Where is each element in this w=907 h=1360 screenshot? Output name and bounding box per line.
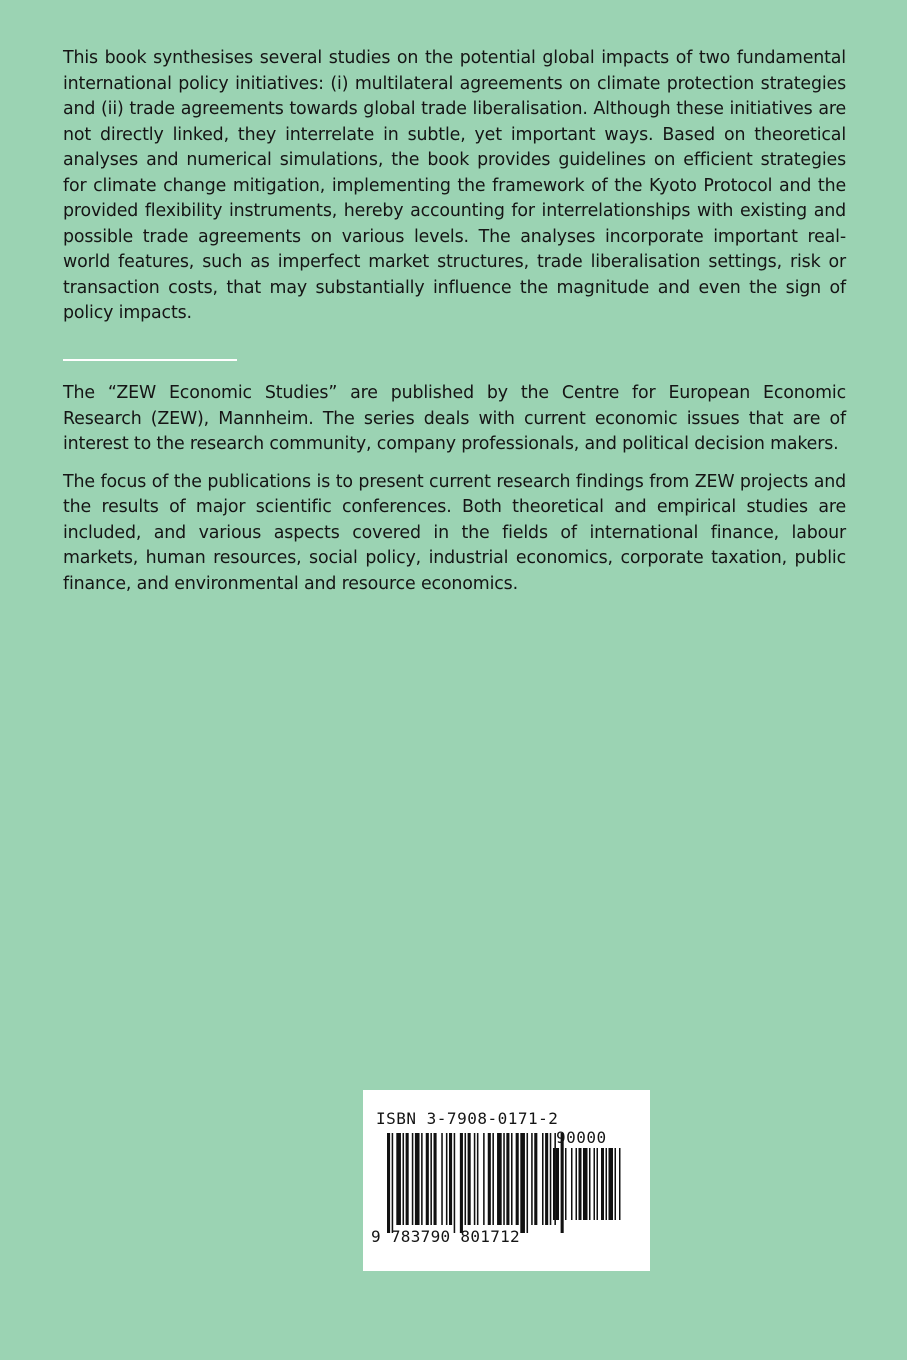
series-paragraph-2: The focus of the publications is to present current research findings from ZEW projects and the results of major scientific conferences. Both theoretical and empirical studies are included, and various aspects covered in the fields of international finance, labour markets, human resources, social policy, industrial economics, corporate taxation, public finance, and environmental and resource economics. [63,471,846,594]
barcode-bar [609,1148,614,1220]
barcode-bar [492,1133,494,1225]
back-cover-blurb: This book synthesises several studies on the potential global impacts of two fundamental international policy initiatives: (i) multilateral agreements on climate protection strategies and (ii) trade agreements towards global trade liberalisation. Although these initiatives are not directly linked, they interrelate in subtle, yet important ways. Based on theoretical analyses and numerical simulations, the book provides guidelines on efficient strategies for climate change mitigation, implementing the framework of the Kyoto Protocol and the provided flexibility instruments, hereby accounting for interrelationships with existing and possible trade agreements on various levels. The analyses incorporate important real-world features, such as imperfect market structures, trade liberalisation settings, risk or transaction costs, that may substantially influence the magnitude and even the sign of policy impacts. [63,48,846,323]
barcode-bar [503,1133,505,1225]
barcode-bar [579,1148,582,1220]
barcode-bar [556,1148,559,1220]
addon-digits: 90000 [556,1128,607,1147]
barcode-bar [562,1148,564,1220]
ean-digits: 9 783790 801712 [371,1227,520,1246]
barcode-bar [542,1133,544,1225]
barcode-bar [497,1133,502,1225]
barcode-bar [460,1133,463,1233]
barcode-bar [477,1133,479,1225]
barcode-bar [550,1133,552,1225]
barcode-bar [615,1148,617,1220]
barcode-bar [516,1133,519,1225]
barcode-bar [534,1133,537,1225]
barcode-bar [465,1133,467,1225]
barcode-bar [421,1133,423,1225]
barcode-bar [454,1133,456,1233]
barcode-bar [415,1133,420,1225]
barcode-bar [474,1133,476,1225]
barcode-bar [412,1133,414,1225]
barcode-bar [468,1133,471,1225]
barcode-bar [531,1133,533,1225]
barcode-bar [441,1133,443,1225]
barcode-bar [565,1148,567,1220]
barcode-bar [488,1133,491,1225]
barcode-bar [597,1148,599,1220]
barcode-bar [396,1133,401,1225]
barcode-bar [606,1148,608,1220]
barcode-bar [434,1133,437,1225]
barcode-bar [392,1133,394,1233]
series-description [63,381,846,609]
barcode-bar [449,1133,452,1225]
barcode-bar [426,1133,429,1225]
barcode-bar [511,1133,513,1225]
barcode-bar [571,1148,573,1220]
barcode-bar [576,1148,578,1220]
isbn-label: ISBN 3-7908-0171-2 [376,1109,559,1128]
barcode-bar [545,1133,548,1225]
isbn-barcode [363,1090,650,1271]
barcode-bar [506,1133,509,1225]
barcode-bar [520,1133,525,1233]
barcode-bar [583,1148,588,1220]
barcode-bar [527,1133,529,1233]
barcode-bar [553,1148,555,1220]
barcode-bar [589,1148,591,1220]
barcode-bar [483,1133,485,1225]
series-paragraph-1: The “ZEW Economic Studies” are published by the Centre for European Economic Research (ZEW), Mannheim. The series deals with current economic issues that are of interest to the research community, company professionals, and political decision makers. [63,383,846,454]
barcode-bar [594,1148,596,1220]
barcode-bar [619,1148,621,1220]
barcode-bar [446,1133,448,1225]
barcode-bar [601,1148,604,1220]
barcode-bar [403,1133,405,1225]
divider-rule [63,359,237,361]
barcode-bar [387,1133,390,1233]
barcode-bar [406,1133,409,1225]
barcode-bar [430,1133,432,1225]
